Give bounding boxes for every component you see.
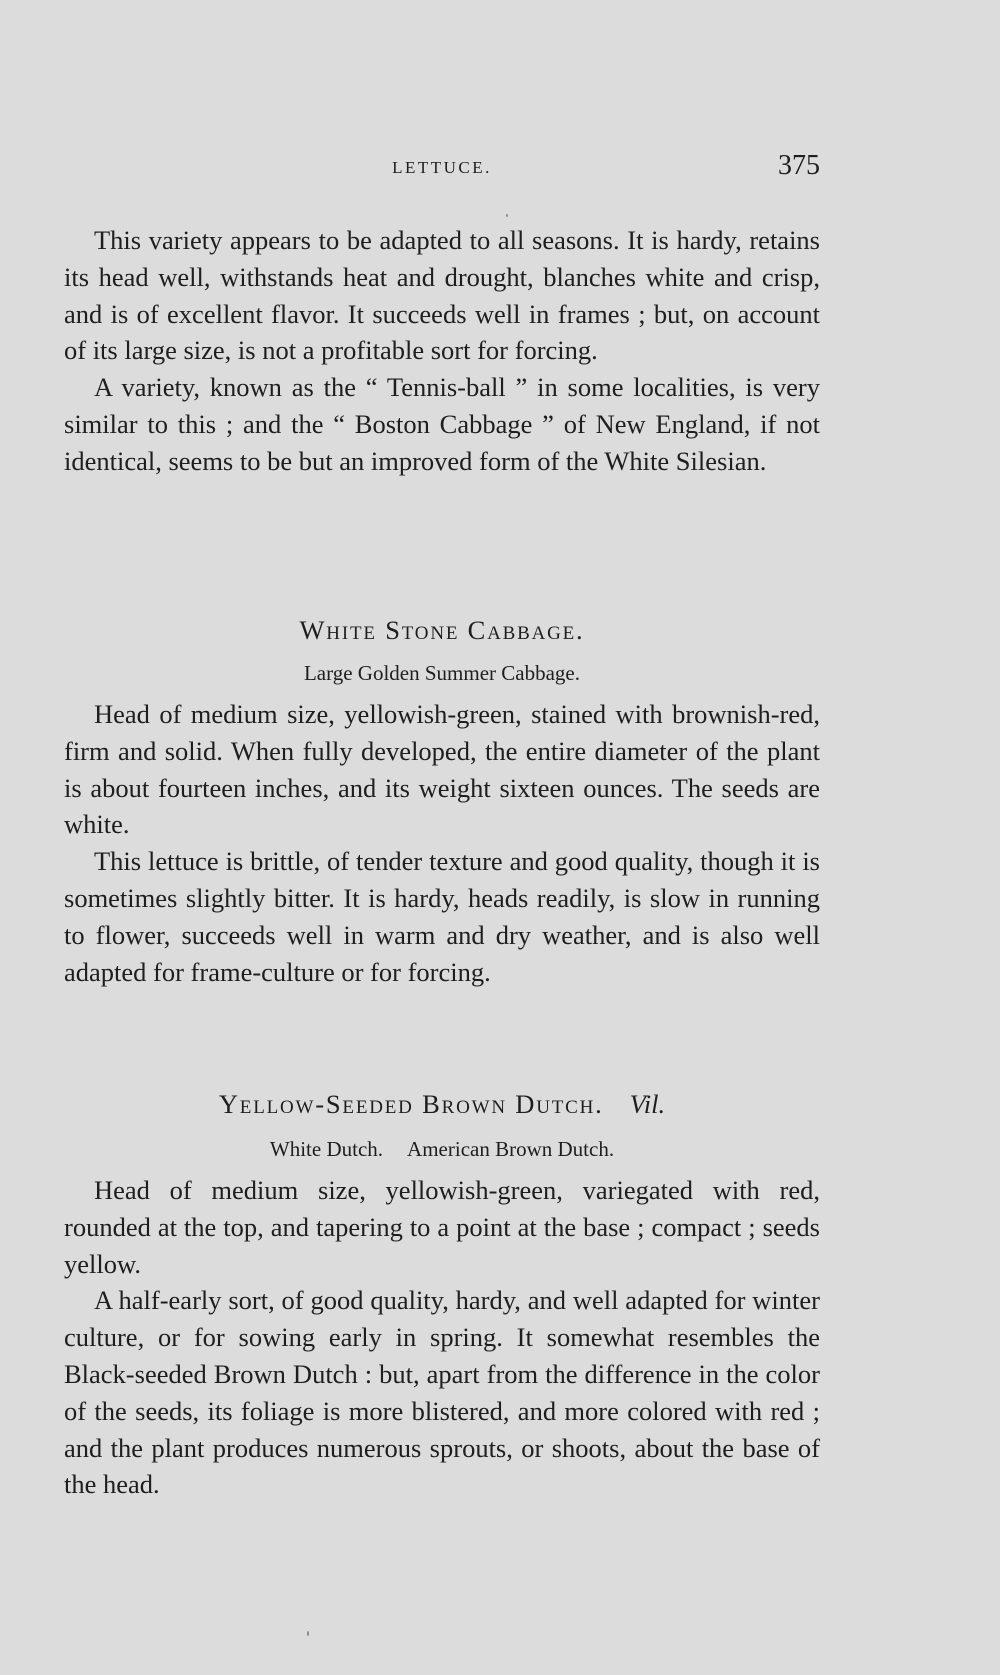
paragraph: A half-early sort, of good quality, hardy, and well adapted for winter culture, or for sowing early in spring. It somewhat resembles the Black-seeded Brown Dutch : but, apart from the difference in the color of the seeds, its foliage is more blistered, and more colored with red ; and the plant produces numerous sprouts, or shoots, about the base of the head.	[64, 1285, 820, 1500]
paragraph: A variety, known as the “ Tennis-ball ” in some localities, is very similar to this ; and the “ Boston Cabbage ” of New England, if not identical, seems to be but an improved form of the White Silesian.	[64, 372, 820, 476]
paper-speck	[307, 1631, 309, 1636]
section-heading-white-stone-cabbage	[64, 615, 820, 646]
synonym-text: White Dutch.	[269, 1137, 384, 1161]
paragraph: Head of medium size, yellowish-green, variegated with red, rounded at the top, and tapering to a point at the base ; compact ; seeds yellow.	[64, 1175, 820, 1279]
synonym-text: Large Golden Summer Cabbage.	[303, 661, 581, 685]
yellow-seeded-text-block	[64, 1172, 820, 1503]
synonym-line	[64, 1137, 820, 1162]
paragraph: Head of medium size, yellowish-green, stained with brownish-red, firm and solid. When fully developed, the entire diameter of the plant is about fourteen inches, and its weight sixteen ounces. The seeds are white.	[64, 699, 820, 840]
heading-text: White Stone Cabbage.	[299, 615, 585, 645]
section-heading-yellow-seeded-brown-dutch	[64, 1089, 820, 1120]
running-title: LETTUCE.	[392, 158, 492, 177]
white-stone-text-block	[64, 696, 820, 990]
paragraph: This variety appears to be adapted to all seasons. It is hardy, retains its head well, withstands heat and drought, blanches white and crisp, and is of excellent flavor. It succeeds well in frames ; but, on account of its large size, is not a profitable sort for forcing.	[64, 225, 820, 366]
heading-text: Yellow-Seeded Brown Dutch.	[218, 1089, 604, 1119]
page-number: 375	[778, 150, 820, 181]
synonym-line	[64, 661, 820, 686]
paper-speck	[506, 214, 508, 217]
authority-abbreviation: Vil.	[629, 1089, 666, 1119]
synonym-text: American Brown Dutch.	[407, 1137, 615, 1161]
paragraph: This lettuce is brittle, of tender texture and good quality, though it is sometimes slightly bitter. It is hardy, heads readily, is slow in running to flower, succeeds well in warm and dry weather, and is also well adapted for frame-culture or for forcing.	[64, 846, 820, 987]
intro-text-block	[64, 222, 820, 480]
running-head	[64, 150, 820, 186]
